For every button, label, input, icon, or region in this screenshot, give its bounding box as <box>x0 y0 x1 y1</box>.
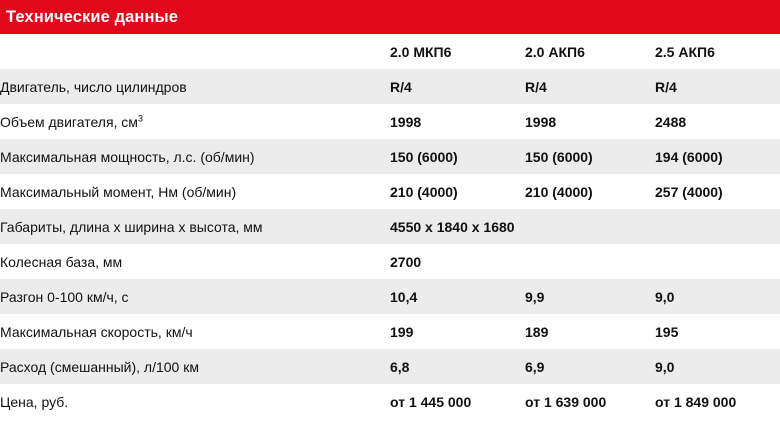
spec-value-3: 9,0 <box>655 349 780 384</box>
table-row <box>0 209 780 244</box>
table-row <box>0 104 780 139</box>
spec-value-3: 9,0 <box>655 279 780 314</box>
spec-label: Максимальный момент, Нм (об/мин) <box>0 174 390 209</box>
table-row <box>0 244 780 279</box>
spec-value-2: 9,9 <box>525 279 655 314</box>
spec-label: Расход (смешанный), л/100 км <box>0 349 390 384</box>
spec-label: Цена, руб. <box>0 384 390 419</box>
spec-label: Максимальная скорость, км/ч <box>0 314 390 349</box>
table-row <box>0 384 780 419</box>
table-body <box>0 69 780 419</box>
spec-label: Двигатель, число цилиндров <box>0 69 390 104</box>
table-row <box>0 174 780 209</box>
spec-value-1: от 1 445 000 <box>390 384 525 419</box>
spec-value-1: 1998 <box>390 104 525 139</box>
spec-value-merged: 2700 <box>390 244 780 279</box>
spec-label: Объем двигателя, $см^3$ <box>0 104 390 139</box>
table-header <box>0 34 780 69</box>
table-row <box>0 349 780 384</box>
spec-value-1: 210 (4000) <box>390 174 525 209</box>
spec-value-3: 2488 <box>655 104 780 139</box>
table-row <box>0 69 780 104</box>
column-header-variant-1: 2.0 МКП6 <box>390 34 525 69</box>
page-title: Технические данные <box>6 7 179 26</box>
technical-specs-table <box>0 34 780 419</box>
column-header-variant-3: 2.5 АКП6 <box>655 34 780 69</box>
spec-label: Разгон 0-100 км/ч, с <box>0 279 390 314</box>
spec-value-3: от 1 849 000 <box>655 384 780 419</box>
spec-value-1: R/4 <box>390 69 525 104</box>
spec-value-3: 194 (6000) <box>655 139 780 174</box>
table-row <box>0 279 780 314</box>
spec-value-2: 150 (6000) <box>525 139 655 174</box>
spec-label: Колесная база, мм <box>0 244 390 279</box>
spec-value-2: от 1 639 000 <box>525 384 655 419</box>
spec-value-2: 6,9 <box>525 349 655 384</box>
spec-value-1: 10,4 <box>390 279 525 314</box>
spec-value-3: R/4 <box>655 69 780 104</box>
spec-value-3: 195 <box>655 314 780 349</box>
spec-value-merged: 4550 x 1840 x 1680 <box>390 209 780 244</box>
table-row <box>0 314 780 349</box>
header-bar <box>0 0 780 34</box>
spec-value-2: 210 (4000) <box>525 174 655 209</box>
spec-value-3: 257 (4000) <box>655 174 780 209</box>
spec-value-1: 199 <box>390 314 525 349</box>
spec-value-2: R/4 <box>525 69 655 104</box>
spec-value-2: 189 <box>525 314 655 349</box>
spec-label: Габариты, длина х ширина х высота, мм <box>0 209 390 244</box>
table-row <box>0 139 780 174</box>
spec-label-superscript: 3 <box>137 112 143 123</box>
spec-value-1: 150 (6000) <box>390 139 525 174</box>
spec-value-2: 1998 <box>525 104 655 139</box>
table-header-row <box>0 34 780 69</box>
spec-label: Максимальная мощность, л.с. (об/мин) <box>0 139 390 174</box>
column-header-spec <box>0 34 390 69</box>
column-header-variant-2: 2.0 АКП6 <box>525 34 655 69</box>
spec-value-1: 6,8 <box>390 349 525 384</box>
